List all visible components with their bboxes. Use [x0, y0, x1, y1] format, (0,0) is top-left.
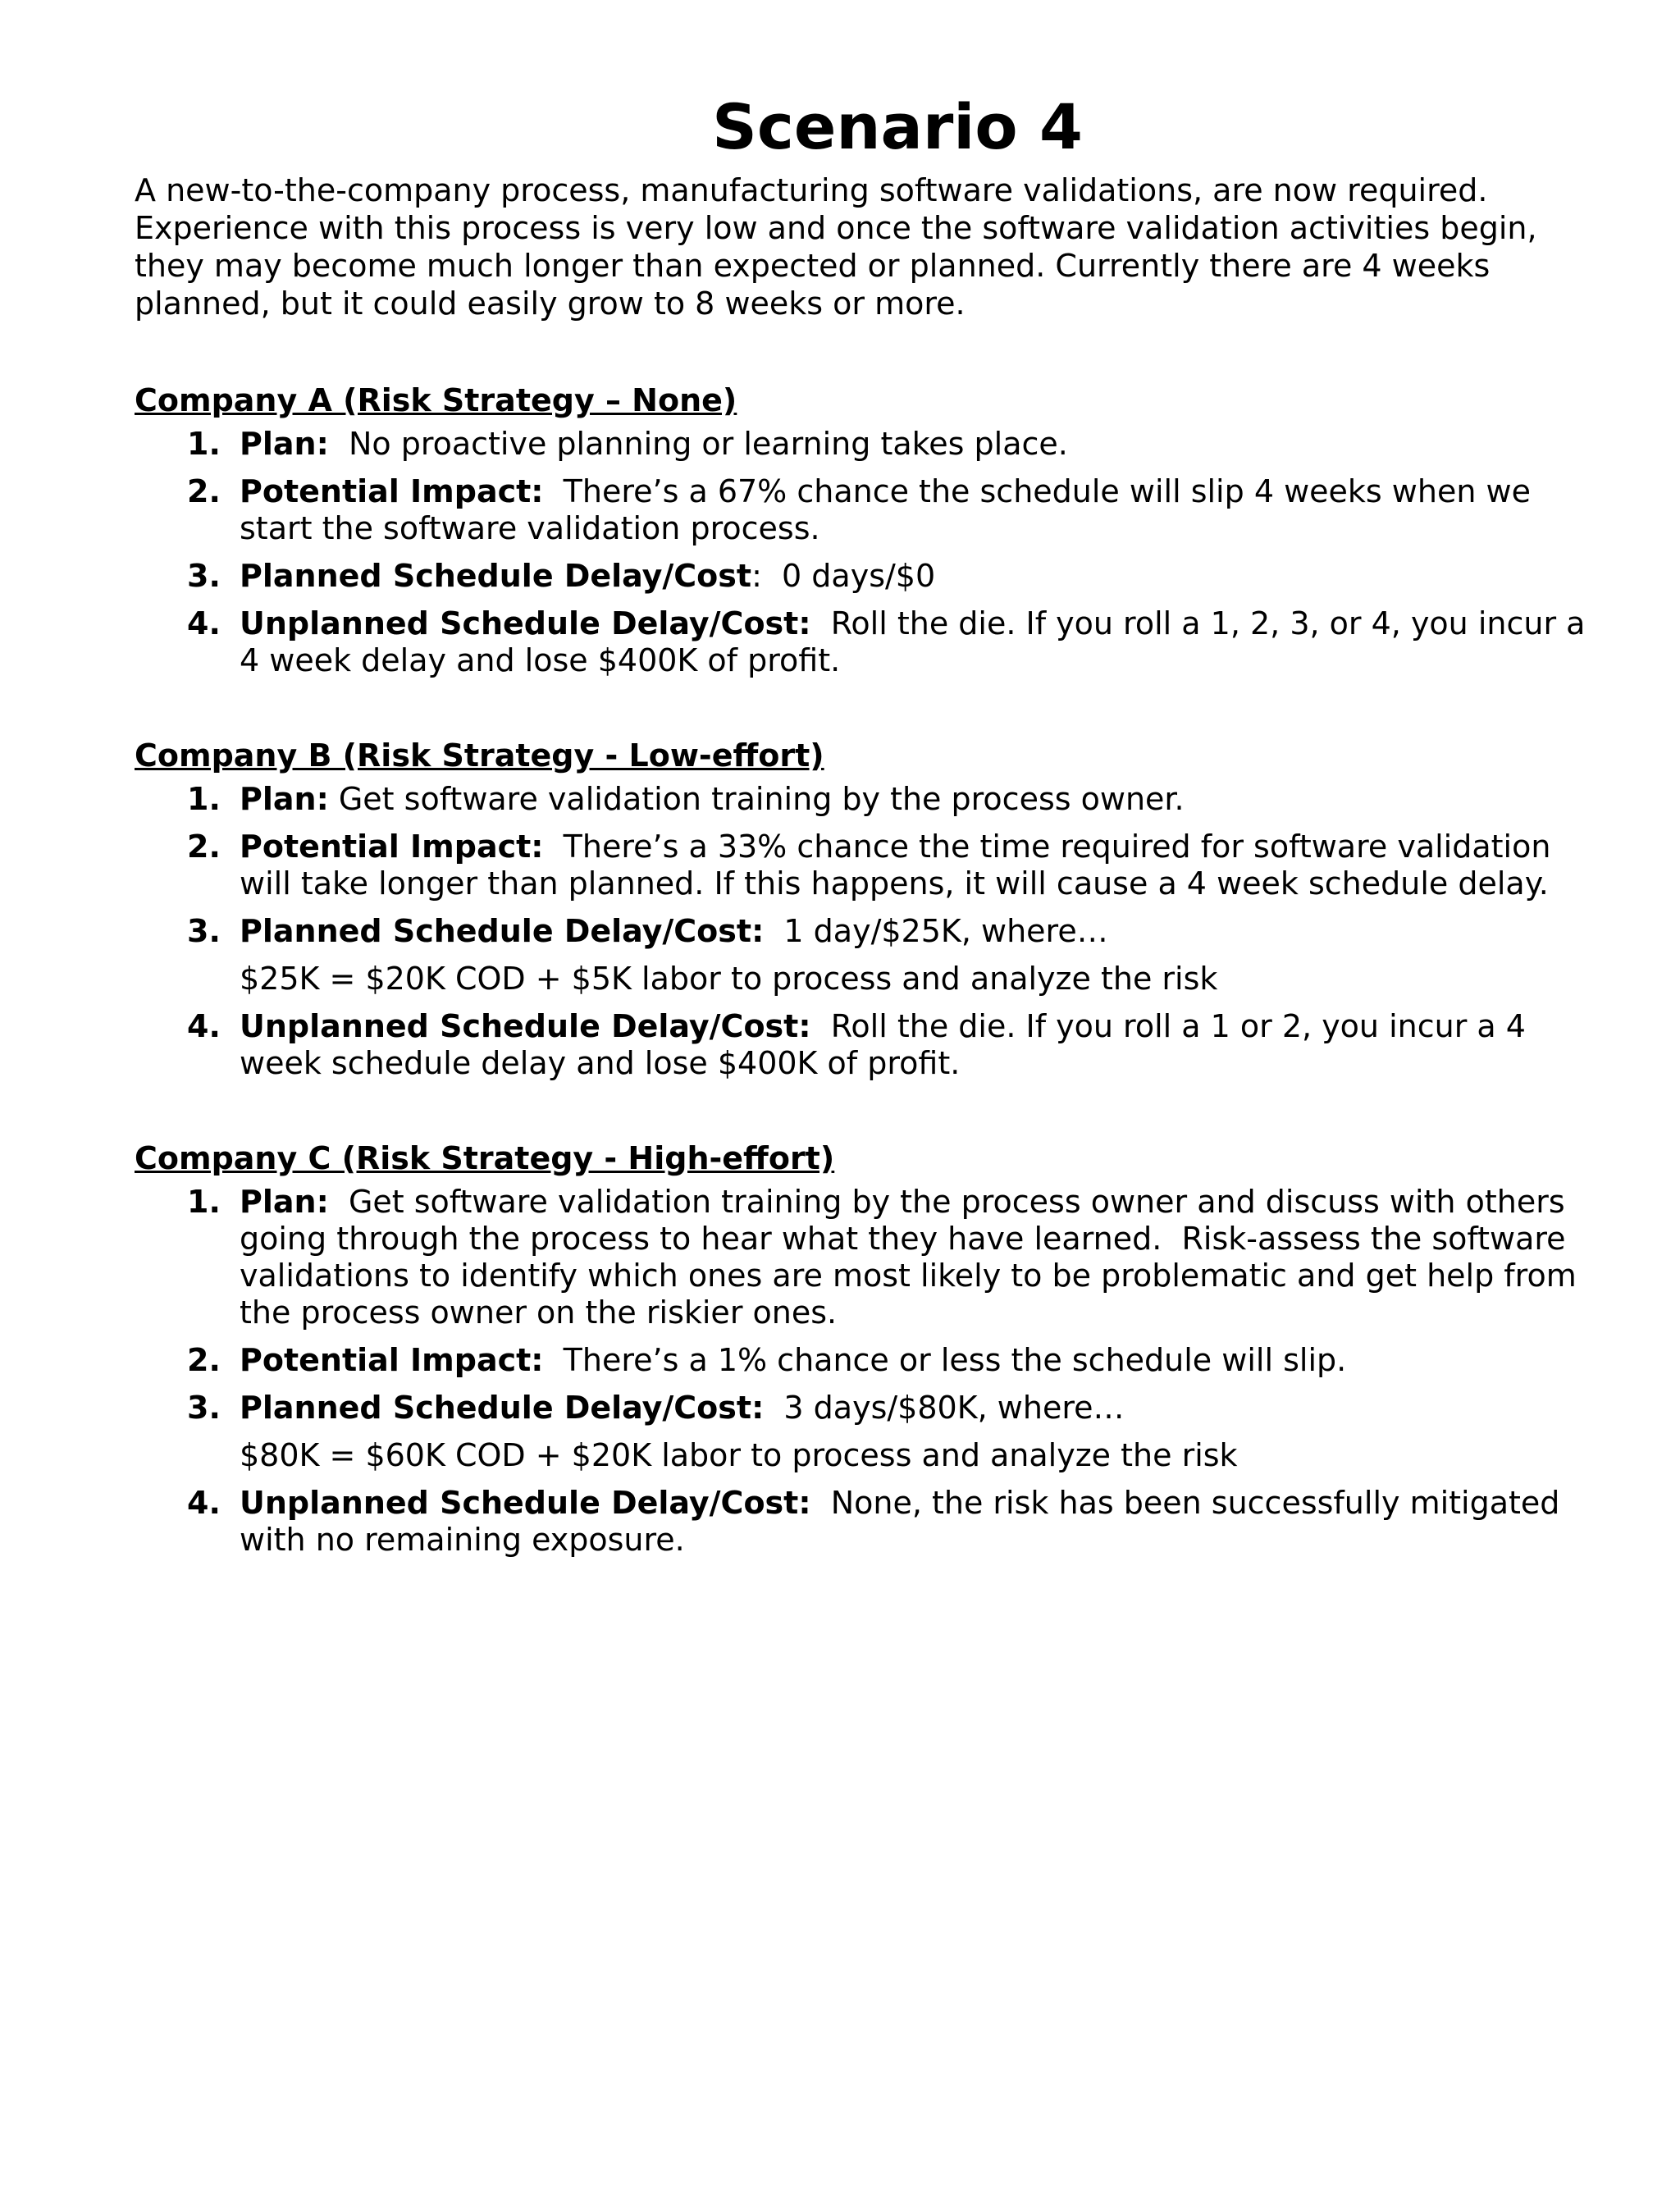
- item-label: Plan:: [240, 1184, 329, 1220]
- company-b-section: [135, 737, 1611, 1082]
- section-heading: Company C (Risk Strategy - High-effort): [135, 1140, 835, 1176]
- list-item: [135, 1390, 1611, 1474]
- item-text: 3 days/$80K, where…: [764, 1390, 1125, 1426]
- item-text: No proactive planning or learning takes place.: [328, 426, 1068, 462]
- item-list: [135, 1184, 1611, 1559]
- list-item: [135, 1342, 1611, 1379]
- item-list: [135, 426, 1611, 679]
- item-number: 1.: [187, 426, 221, 462]
- cost-breakdown: $25K = $20K COD + $5K labor to process and analyze the risk: [240, 961, 1218, 997]
- item-list: [135, 781, 1611, 1082]
- item-number: 4.: [187, 605, 221, 641]
- company-a-section: [135, 381, 1611, 679]
- list-item: [135, 473, 1611, 547]
- item-label: Plan:: [240, 781, 329, 817]
- item-text: Roll the die. If you roll a 1, 2, 3, or 4, you incur a 4 week delay and lose $400K of profit.: [240, 605, 1596, 678]
- list-item: [135, 1184, 1611, 1331]
- section-heading: Company A (Risk Strategy – None): [135, 382, 737, 418]
- item-text: There’s a 33% chance the time required for software validation will take longer than planned. If this happens, it will cause a 4 week schedule delay.: [240, 829, 1561, 902]
- item-text: Get software validation training by the process owner and discuss with others going through the process to hear what they have learned. Risk-assess the software validations to identify which ones are most likely to be problematic and get help from the process owner on the riskier ones.: [240, 1184, 1586, 1331]
- item-label: Potential Impact:: [240, 473, 544, 509]
- list-item: [135, 829, 1611, 902]
- item-label: Potential Impact:: [240, 829, 544, 865]
- item-label: Plan:: [240, 426, 329, 462]
- item-label: Planned Schedule Delay/Cost:: [240, 1390, 765, 1426]
- item-label: Unplanned Schedule Delay/Cost:: [240, 605, 811, 641]
- page-title: Scenario 4: [712, 90, 1083, 163]
- cost-breakdown: $80K = $60K COD + $20K labor to process and analyze the risk: [240, 1437, 1238, 1473]
- item-number: 4.: [187, 1485, 221, 1521]
- item-label: Planned Schedule Delay/Cost:: [240, 913, 765, 949]
- section-heading: Company B (Risk Strategy - Low-effort): [135, 737, 824, 774]
- item-number: 3.: [187, 558, 221, 594]
- item-text: There’s a 1% chance or less the schedule will slip.: [543, 1342, 1347, 1378]
- list-item: [135, 781, 1611, 818]
- intro-paragraph: A new-to-the-company process, manufacturing software validations, are now required. Experience with this process is very low and once the software validation activities begin, they may become much longer than expected or planned. Currently there are 4 weeks planned, but it could easily grow to 8 weeks or more.: [135, 172, 1537, 322]
- item-number: 2.: [187, 829, 221, 865]
- item-text: None, the risk has been successfully mitigated with no remaining exposure.: [240, 1485, 1570, 1558]
- item-number: 1.: [187, 781, 221, 817]
- item-number: 1.: [187, 1184, 221, 1220]
- list-item: [135, 426, 1611, 463]
- list-item: [135, 1485, 1611, 1559]
- item-label: Planned Schedule Delay/Cost: [240, 558, 752, 594]
- list-item: [135, 913, 1611, 998]
- item-label: Unplanned Schedule Delay/Cost:: [240, 1008, 811, 1044]
- item-label: Unplanned Schedule Delay/Cost:: [240, 1485, 811, 1521]
- company-c-section: [135, 1139, 1611, 1559]
- list-item: [135, 1008, 1611, 1082]
- item-text: There’s a 67% chance the schedule will slip 4 weeks when we start the software validation process.: [240, 473, 1541, 546]
- item-text: : 0 days/$0: [751, 558, 936, 594]
- list-item: [135, 558, 1611, 595]
- item-number: 4.: [187, 1008, 221, 1044]
- document-page: [135, 82, 1611, 1569]
- item-text: Roll the die. If you roll a 1 or 2, you incur a 4 week schedule delay and lose $400K of profit.: [240, 1008, 1536, 1081]
- item-number: 3.: [187, 1390, 221, 1426]
- list-item: [135, 605, 1611, 679]
- item-number: 2.: [187, 473, 221, 509]
- item-text: 1 day/$25K, where…: [764, 913, 1108, 949]
- item-text: Get software validation training by the process owner.: [328, 781, 1185, 817]
- item-number: 2.: [187, 1342, 221, 1378]
- item-label: Potential Impact:: [240, 1342, 544, 1378]
- item-number: 3.: [187, 913, 221, 949]
